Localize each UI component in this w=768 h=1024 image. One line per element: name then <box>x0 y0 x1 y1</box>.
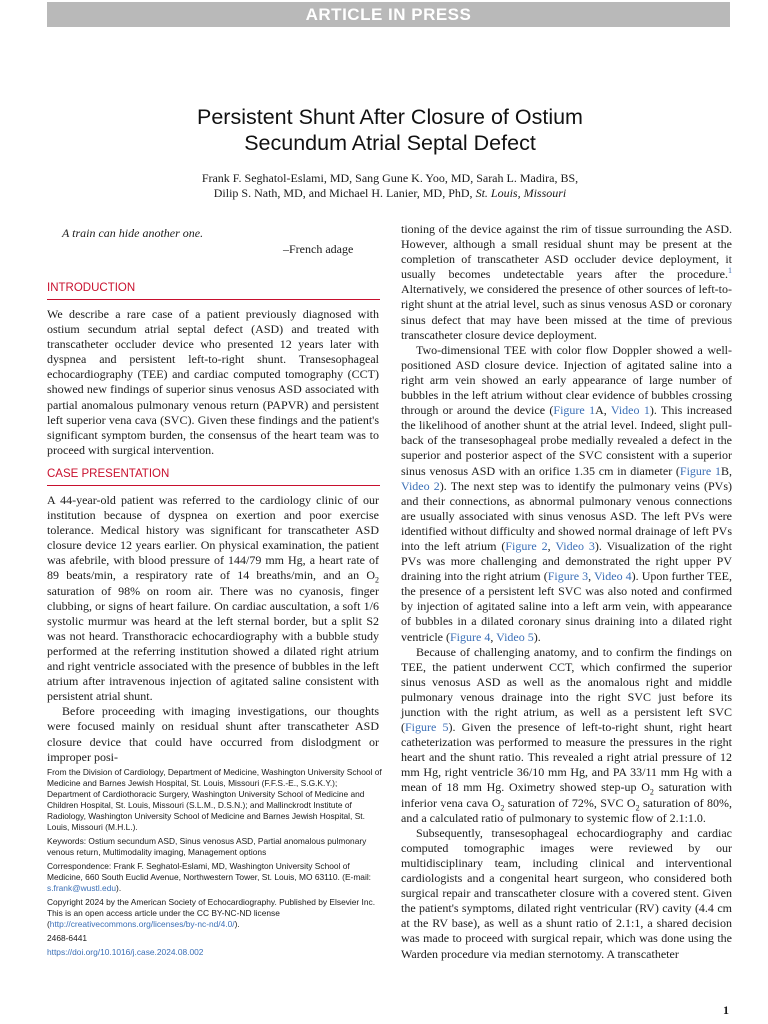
authors-line-1: Frank F. Seghatol-Eslami, MD, Sang Gune K. Yoo, MD, Sarah L. Madira, BS, <box>201 171 579 185</box>
introduction-heading: INTRODUCTION <box>47 280 380 300</box>
footnotes <box>47 767 382 961</box>
intro-paragraph: We describe a rare case of a patient previously diagnosed with ostium secundum atrial septal defect (ASD) and treated with transcatheter occluder device who presented 12 years later with dyspnea and persistent left-to-right shunt. Transesophageal echocardiography (TEE) and cardiac computed tomography (CCT) showed new findings of superior sinus venosus ASD associated with partial anomalous pulmonary venous return (PAPVR) and persistent left superior vena cava (SVC). Given these findings and the patient's significant symptom burden, the consensus of the heart team was to proceed with surgical intervention. <box>47 307 379 457</box>
doi-link[interactable]: https://doi.org/10.1016/j.case.2024.08.002 <box>47 947 204 957</box>
epigraph-source: –French adage <box>283 242 354 256</box>
authors-line-2: Dilip S. Nath, MD, and Michael H. Lanier, MD, PhD, St. Louis, Missouri <box>213 186 567 200</box>
title-line-1: Persistent Shunt After Closure of Ostium <box>197 105 583 129</box>
figure-1a-link[interactable]: Figure 1 <box>553 403 596 418</box>
figure-3-link[interactable]: Figure 3 <box>547 569 589 584</box>
reference-1-link[interactable]: 1 <box>728 266 732 276</box>
author-list <box>60 171 720 201</box>
video-2-link[interactable]: Video 2 <box>401 478 440 493</box>
figure-2-link[interactable]: Figure 2 <box>505 538 548 553</box>
email-link[interactable]: s.frank@wustl.edu <box>47 883 117 893</box>
correspondence: Correspondence: Frank F. Seghatol-Eslami, MD, Washington University School of Medicine, 660 South Euclid Avenue, Northwestern Tower, St. Louis, MO 63110. (E-mail: s.frank@wustl.edu). <box>47 861 372 893</box>
article-in-press-banner: ARTICLE IN PRESS <box>47 2 730 27</box>
keywords: Keywords: Ostium secundum ASD, Sinus venosus ASD, Partial anomalous pulmonary venous return, Multimodality imaging, Management options <box>47 836 367 857</box>
figure-4-link[interactable]: Figure 4 <box>449 629 491 644</box>
right-paragraph-3: Because of challenging anatomy, and to confirm the findings on TEE, the patient underwent CCT, which confirmed the superior sinus venosus ASD as well as the anomalous right and middle pulmonary venous drainage into the right SVC just before its junction with the right atrium, as well as a persistent left SVC (Figure 5). Given the presence of left-to-right shunt, right heart catheterization was performed to measure the pressures in the right heart and the shunt ratio. This revealed a right atrial pressure of 12 mm Hg, right ventricle 36/10 mm Hg, and PA 33/11 mm Hg with a mean of 18 mm Hg. Oximetry showed step-up $O_2$ saturation with inferior vena cava $O_2$ saturation of 72%, SVC $O_2$ saturation of 80%, and a calculated ratio of pulmonary to systemic flow of 2.1:1.0. <box>401 644 733 825</box>
epigraph-quote: A train can hide another one. <box>62 226 204 240</box>
case-presentation-body <box>47 493 379 765</box>
issn: 2468-6441 <box>47 933 88 943</box>
copyright: Copyright 2024 by the American Society of Echocardiography. Published by Elsevier Inc. This is an open access article under the CC BY-NC-ND license (http://creativecommons.org/licenses/by-nc-nd/4.0/). <box>47 897 376 929</box>
case-presentation-heading: CASE PRESENTATION <box>47 466 380 486</box>
right-paragraph-2: Two-dimensional TEE with color flow Doppler showed a well-positioned ASD closure device. Injection of agitated saline into a right arm vein showed an early appearance of large number of bubbles in the left atrium without clear evidence of bubbles crossing through or around the device (Figure 1A, Video 1). This increased the likelihood of another shunt at the atrial level. Indeed, slight pull-back of the transesophageal probe medially revealed a defect in the superior and posterior aspect of the SVC consistent with a superior sinus venosus ASD with an orifice 1.35 cm in diameter (Figure 1B, Video 2). The next step was to identify the pulmonary veins (PVs) and their connections, as abnormal pulmonary venous connections are usually associated with sinus venosus ASD. The left PVs were identified without difficulty and showed normal drainage of left PVs into the left atrium (Figure 2, Video 3). Visualization of the right PVs was more challenging and demonstrated the right upper PV draining into the right atrium (Figure 3, Video 4). Upon further TEE, the presence of a persistent left SVC was also noted and confirmed by injection of agitated saline into a left arm vein, with appearance of bubbles in a dilated coronary sinus draining into a dilated right ventricle (Figure 4, Video 5). <box>401 342 732 644</box>
author-location: St. Louis, Missouri <box>475 186 567 200</box>
page-number: 1 <box>723 1003 729 1017</box>
right-paragraph-1: tioning of the device against the rim of tissue surrounding the ASD. However, although a small residual shunt may be present at the completion of transcatheter ASD occluder device deployment, it usually becomes undetectable years after the procedure.$^1$ Alternatively, we considered the presence of other sources of left-to-right shunt at the atrial level, such as sinus venosus ASD or coronary sinus defect that may have been missed at the time of previous transcatheter closure device deployment. <box>401 222 732 342</box>
video-4-link[interactable]: Video 4 <box>593 569 632 584</box>
video-5-link[interactable]: Video 5 <box>496 629 534 644</box>
video-3-link[interactable]: Video 3 <box>555 538 595 553</box>
right-column-body <box>401 222 732 962</box>
video-1-link[interactable]: Video 1 <box>610 403 650 418</box>
article-title <box>60 104 720 156</box>
license-link[interactable]: http://creativecommons.org/licenses/by-nc-nd/4.0/ <box>49 919 235 929</box>
figure-5-link[interactable]: Figure 5 <box>405 720 449 735</box>
case-paragraph-1: A 44-year-old patient was referred to the cardiology clinic of our institution because of dyspnea on exertion and poor exercise tolerance. Medical history was significant for transcatheter ASD closure device 12 years earlier. On physical examination, the patient was afebrile, with blood pressure of 144/79 mm Hg, a heart rate of 89 beats/min, a respiratory rate of 14 breaths/min, and an $O_2$ saturation of 98% on room air. There was no cyanosis, finger clubbing, or signs of heart failure. On cardiac auscultation, a soft 1/6 systolic murmur was heard at the left sternal border, but a split S2 was not heard. Transthoracic echocardiography with a bubble study performed at the referring institution showed a dilated right atrium and right ventricle associated with the presence of bubbles in the left atrium after intravenous injection of agitated saline consistent with persistent atrial shunt. <box>47 493 379 704</box>
right-paragraph-4: Subsequently, transesophageal echocardiography and cardiac computed tomographic images were reviewed by our multidisciplinary team, including clinical and interventional cardiologists and a congenital heart surgeon, who considered both surgical repair and transcatheter closure with a covered stent. Given the patient's symptoms, dilated right ventricular (RV) cavity (4.4 cm at the RV base), as well as a shunt ratio of 2.1:1, a shared decision was made to proceed with surgical repair, which was done using the Warden procedure via median sternotomy. A transcatheter <box>401 825 732 961</box>
affiliations: From the Division of Cardiology, Department of Medicine, Washington University School of Medicine and Barnes Jewish Hospital, St. Louis, Missouri (F.F.S.-E., S.G.K.Y.); Department of Cardiothoracic Surgery, Washington University School of Medicine and Children Hospital, St. Louis, Missouri (S.L.M., D.S.N.); and Mallinckrodt Institute of Radiology, Washington University School of Medicine and Barnes Jewish Hospital, St. Louis, Missouri (M.H.L.). <box>47 767 382 832</box>
case-paragraph-2: Before proceeding with imaging investigations, our thoughts were focused mainly on residual shunt after transcatheter ASD closure device that could have occurred from dislodgment or improper posi- <box>47 704 379 764</box>
figure-1b-link[interactable]: Figure 1 <box>679 463 721 478</box>
title-line-2: Secundum Atrial Septal Defect <box>244 131 536 155</box>
introduction-body <box>47 307 379 458</box>
